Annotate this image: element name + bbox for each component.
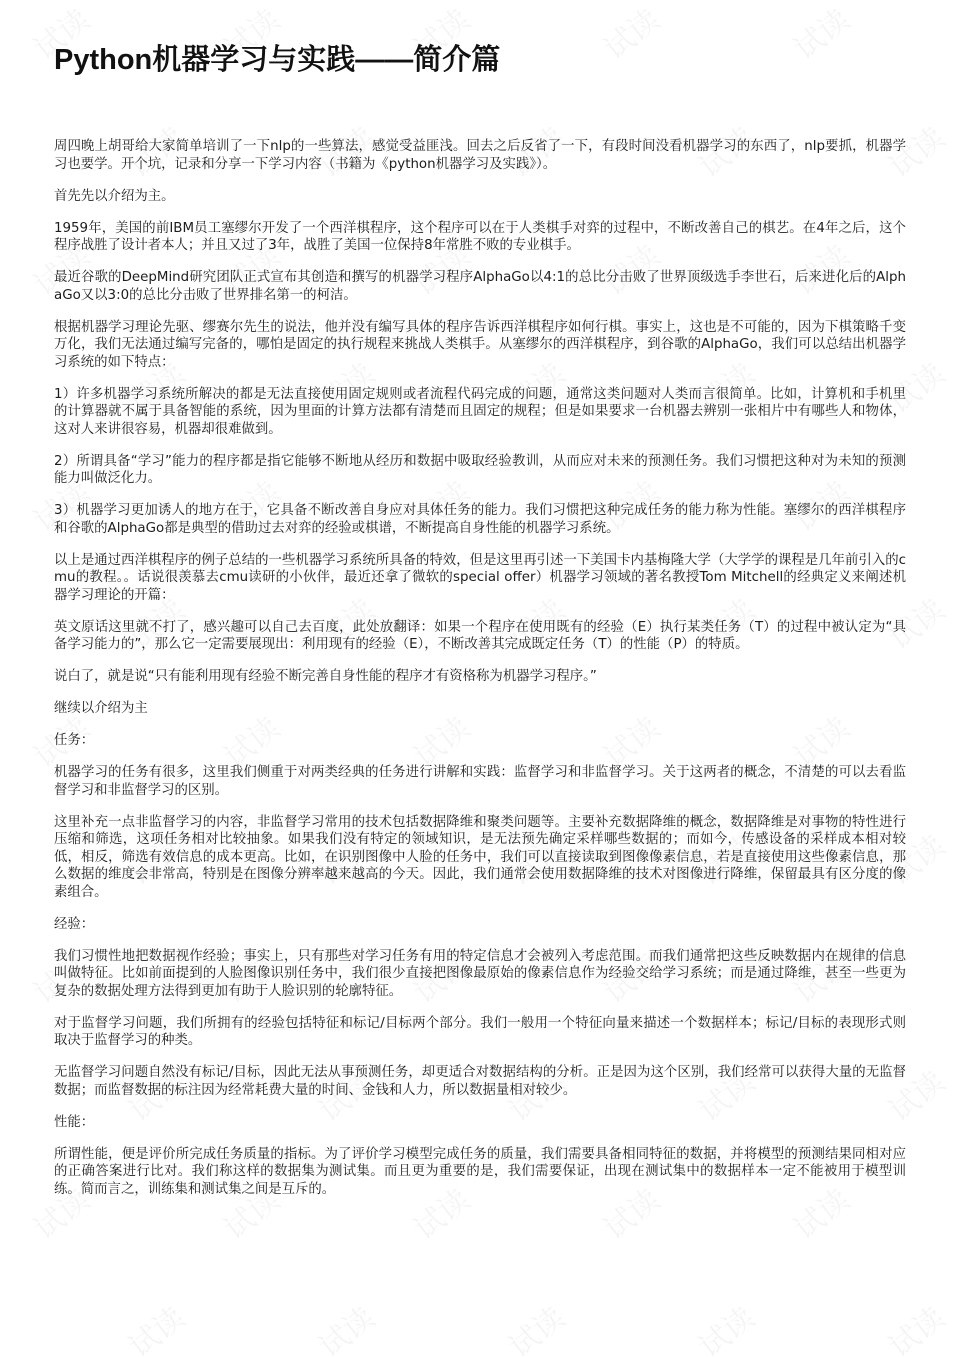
paragraph: 以上是通过西洋棋程序的例子总结的一些机器学习系统所具备的特效，但是这里再引述一下美国卡内基梅隆大学（大学学的课程是几年前引入的cmu的教程。。话说很羡慕去cmu读研的小伙伴，最近还拿了微软的special offer）机器学习领域的著名教授Tom Mitchell的经典定义来阐述机器学习理论的开篇： — [54, 552, 906, 603]
paragraph: 机器学习的任务有很多，这里我们侧重于对两类经典的任务进行讲解和实践：监督学习和非监督学习。关于这两者的概念，不清楚的可以去看监督学习和非监督学习的区别。 — [54, 765, 906, 798]
paragraph: 继续以介绍为主 — [54, 701, 148, 716]
section-heading-experience: 经验： — [54, 916, 95, 932]
paragraph: 最近谷歌的DeepMind研究团队正式宣布其创造和撰写的机器学习程序AlphaGo以4:1的总比分击败了世界顶级选手李世石，后来进化后的AlphaGo又以3:0的总比分击败了世界排名第一的柯洁。 — [54, 270, 906, 303]
paragraph: 1959年，美国的前IBM员工塞缪尔开发了一个西洋棋程序，这个程序可以在于人类棋手对弈的过程中，不断改善自己的棋艺。在4年之后，这个程序战胜了设计者本人；并且又过了3年，战胜了美国一位保持8年常胜不败的专业棋手。 — [54, 220, 906, 253]
section-heading-task: 任务： — [54, 733, 95, 748]
watermark-mark — [308, 1294, 382, 1357]
paragraph: 根据机器学习理论先驱、缪赛尔先生的说法，他并没有编写具体的程序告诉西洋棋程序如何行棋。事实上，这也是不可能的，因为下棋策略千变万化，我们无法通过编写完备的，哪怕是固定的执行规程来挑战人类棋手。从塞缪尔的西洋棋程序，到谷歌的AlphaGo，我们可以总结出机器学习系统的如下特点： — [54, 319, 906, 370]
paragraph: 周四晚上胡哥给大家简单培训了一下nlp的一些算法，感觉受益匪浅。回去之后反省了一下，有段时间没看机器学习的东西了，nlp要抓，机器学习也要学。开个坑，记录和分享一下学习内容（书籍为《python机器学习及实践》）。 — [54, 139, 906, 172]
paragraph: 所谓性能，便是评价所完成任务质量的指标。为了评价学习模型完成任务的质量，我们需要具备相同特征的数据，并将模型的预测结果同相对应的正确答案进行比对。我们称这样的数据集为测试集。而且更为重要的是，我们需要保证，出现在测试集中的数据样本一定不能被用于模型训练。简而言之，训练集和测试集之间是互斥的。 — [54, 1146, 906, 1197]
paragraph: 这里补充一点非监督学习的内容，非监督学习常用的技术包括数据降维和聚类问题等。主要补充数据降维的概念，数据降维是对事物的特性进行压缩和筛选，这项任务相对比较抽象。如果我们没有特定的领域知识，是无法预先确定采样哪些数据的；而如今，传感设备的采样成本相对较低，相反，筛选有效信息的成本更高。比如，在识别图像中人脸的任务中，我们可以直接读取到图像像素信息，若是直接使用这些像素信息，那么数据的维度会非常高，特别是在图像分辨率越来越高的今天。因此，我们通常会使用数据降维的技术对图像进行降维，保留最具有区分度的像素组合。 — [54, 814, 906, 900]
paragraph: 无监督学习问题自然没有标记/目标，因此无法从事预测任务，却更适合对数据结构的分析。正是因为这个区别，我们经常可以获得大量的无监督数据；而监督数据的标注因为经常耗费大量的时间、金钱和人力，所以数据量相对较少。 — [54, 1065, 906, 1098]
paragraph: 对于监督学习问题，我们所拥有的经验包括特征和标记/目标两个部分。我们一般用一个特征向量来描述一个数据样本；标记/目标的表现形式则取决于监督学习的种类。 — [54, 1015, 906, 1048]
document-body — [54, 138, 906, 1198]
paragraph: 说白了，就是说“只有能利用现有经验不断完善自身性能的程序才有资格称为机器学习程序。” — [54, 669, 597, 684]
section-heading-performance: 性能： — [54, 1114, 95, 1130]
paragraph: 英文原话这里就不打了，感兴趣可以自己去百度，此处放翻译：如果一个程序在使用既有的经验（E）执行某类任务（T）的过程中被认定为“具备学习能力的”，那么它一定需要展现出：利用现有的经验（E），不断改善其完成既定任务（T）的性能（P）的特质。 — [54, 619, 906, 652]
watermark-mark — [498, 1294, 572, 1357]
document-title: Python机器学习与实践——简介篇 — [54, 44, 501, 76]
paragraph: 3）机器学习更加诱人的地方在于，它具备不断改善自身应对具体任务的能力。我们习惯把这种完成任务的能力称为性能。塞缪尔的西洋棋程序和谷歌的AlphaGo都是典型的借助过去对弈的经验或棋谱，不断提高自身性能的机器学习系统。 — [54, 503, 906, 536]
paragraph: 首先先以介绍为主。 — [54, 188, 175, 204]
watermark-mark — [688, 1294, 762, 1357]
paragraph: 我们习惯性地把数据视作经验；事实上，只有那些对学习任务有用的特定信息才会被列入考虑范围。而我们通常把这些反映数据内在规律的信息叫做特征。比如前面提到的人脸图像识别任务中，我们很少直接把图像最原始的像素信息作为经验交给学习系统；而是通过降维，甚至一些更为复杂的数据处理方法得到更加有助于人脸识别的轮廓特征。 — [54, 948, 906, 999]
watermark-mark — [878, 1294, 952, 1357]
paragraph: 1）许多机器学习系统所解决的都是无法直接使用固定规则或者流程代码完成的问题，通常这类问题对人类而言很简单。比如，计算机和手机里的计算器就不属于具备智能的系统，因为里面的计算方法都有清楚而且固定的规程；但是如果要求一台机器去辨别一张相片中有哪些人和物体，这对人来讲很容易，机器却很难做到。 — [54, 386, 906, 437]
watermark-mark — [118, 1294, 192, 1357]
paragraph: 2）所谓具备“学习”能力的程序都是指它能够不断地从经历和数据中吸取经验教训，从而应对未来的预测任务。我们习惯把这种对为未知的预测能力叫做泛化力。 — [54, 453, 906, 486]
